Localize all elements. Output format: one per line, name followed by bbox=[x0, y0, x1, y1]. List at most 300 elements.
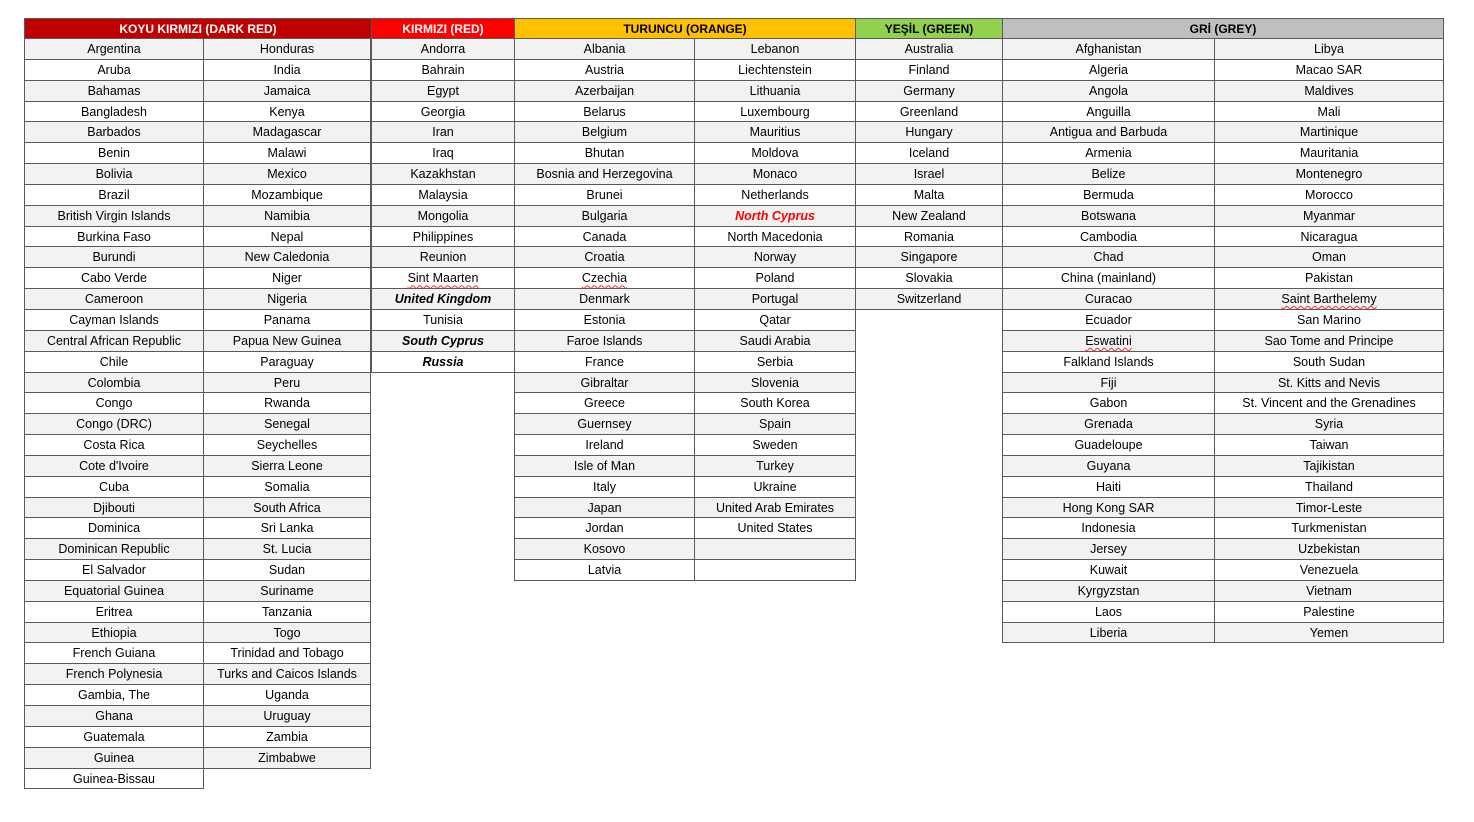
country-name: Tunisia bbox=[423, 312, 463, 327]
country-name: Iceland bbox=[908, 146, 950, 161]
table-cell[interactable] bbox=[694, 60, 856, 81]
table-cell[interactable] bbox=[1002, 164, 1215, 185]
table-cell[interactable] bbox=[24, 373, 204, 394]
table-cell[interactable] bbox=[514, 289, 695, 310]
table-cell[interactable] bbox=[203, 268, 371, 289]
table-cell[interactable] bbox=[514, 518, 695, 539]
table-cell[interactable] bbox=[24, 602, 204, 623]
table-cell[interactable] bbox=[371, 227, 515, 248]
country-name: Gibraltar bbox=[580, 375, 629, 390]
table-cell[interactable] bbox=[694, 164, 856, 185]
table-cell[interactable] bbox=[694, 331, 856, 352]
table-cell[interactable] bbox=[371, 331, 515, 352]
columns-dark-red bbox=[24, 39, 372, 789]
table-cell[interactable] bbox=[694, 102, 856, 123]
table-cell[interactable] bbox=[1002, 122, 1215, 143]
table-cell[interactable] bbox=[24, 81, 204, 102]
table-cell[interactable] bbox=[203, 373, 371, 394]
table-cell[interactable] bbox=[694, 477, 856, 498]
table-cell[interactable] bbox=[1214, 227, 1444, 248]
country-name: New Zealand bbox=[892, 208, 966, 223]
table-cell[interactable] bbox=[855, 122, 1003, 143]
table-cell[interactable] bbox=[855, 268, 1003, 289]
table-cell[interactable] bbox=[514, 227, 695, 248]
country-name: Croatia bbox=[584, 250, 625, 265]
table-cell[interactable] bbox=[203, 60, 371, 81]
country-name: Switzerland bbox=[896, 292, 962, 307]
table-cell[interactable] bbox=[855, 164, 1003, 185]
table-cell[interactable] bbox=[24, 227, 204, 248]
table-cell[interactable] bbox=[694, 247, 856, 268]
table-cell[interactable] bbox=[514, 414, 695, 435]
country-name: Japan bbox=[587, 500, 622, 515]
country-name: Mauritania bbox=[1299, 146, 1359, 161]
table-cell[interactable] bbox=[694, 143, 856, 164]
country-name: Denmark bbox=[579, 292, 630, 307]
country-name: Congo (DRC) bbox=[76, 417, 152, 432]
table-cell[interactable] bbox=[1214, 477, 1444, 498]
table-cell[interactable] bbox=[1214, 39, 1444, 60]
country-name: Liberia bbox=[1089, 625, 1128, 640]
country-name: Oman bbox=[1311, 250, 1347, 265]
table-cell[interactable] bbox=[371, 289, 515, 310]
country-name: Georgia bbox=[420, 104, 466, 119]
table-cell[interactable] bbox=[1214, 102, 1444, 123]
country-name: Tajikistan bbox=[1303, 458, 1355, 473]
table-cell[interactable] bbox=[514, 373, 695, 394]
table-cell[interactable] bbox=[1002, 498, 1215, 519]
table-cell[interactable] bbox=[1002, 185, 1215, 206]
country-name: Uruguay bbox=[263, 709, 311, 723]
table-cell[interactable] bbox=[694, 289, 856, 310]
country-name: French Guiana bbox=[72, 646, 156, 661]
table-cell[interactable] bbox=[24, 289, 204, 310]
table-cell[interactable] bbox=[1002, 352, 1215, 373]
table-cell[interactable] bbox=[694, 81, 856, 102]
table-cell[interactable] bbox=[514, 206, 695, 227]
country-name: Saudi Arabia bbox=[739, 333, 811, 348]
table-cell[interactable] bbox=[1002, 247, 1215, 268]
table-cell[interactable] bbox=[1002, 206, 1215, 227]
table-cell[interactable] bbox=[371, 268, 515, 289]
table-cell[interactable] bbox=[1002, 623, 1215, 644]
country-name: Dominican Republic bbox=[58, 542, 170, 557]
table-cell[interactable] bbox=[371, 143, 515, 164]
table-cell[interactable] bbox=[514, 477, 695, 498]
table-cell[interactable] bbox=[24, 143, 204, 164]
country-name: Yemen bbox=[1309, 625, 1349, 640]
table-cell[interactable] bbox=[203, 414, 371, 435]
table-cell[interactable] bbox=[694, 498, 856, 519]
country-name: Gambia, The bbox=[77, 688, 151, 703]
table-cell[interactable] bbox=[24, 331, 204, 352]
country-name: Qatar bbox=[759, 312, 791, 327]
table-cell[interactable] bbox=[24, 539, 204, 560]
country-name: Poland bbox=[755, 271, 795, 286]
table-cell[interactable] bbox=[203, 310, 371, 331]
table-cell[interactable] bbox=[855, 206, 1003, 227]
country-name: Reunion bbox=[419, 250, 467, 265]
table-cell[interactable] bbox=[371, 164, 515, 185]
country-name: Thailand bbox=[1305, 479, 1353, 494]
country-name: British Virgin Islands bbox=[57, 208, 171, 223]
table-cell[interactable] bbox=[203, 435, 371, 456]
country-name: Rwanda bbox=[264, 396, 310, 411]
table-cell[interactable] bbox=[24, 414, 204, 435]
table-cell[interactable] bbox=[203, 477, 371, 498]
table-cell[interactable] bbox=[24, 102, 204, 123]
table-cell[interactable] bbox=[203, 664, 371, 685]
table-cell[interactable] bbox=[855, 247, 1003, 268]
table-cell[interactable] bbox=[514, 81, 695, 102]
table-cell[interactable] bbox=[371, 247, 515, 268]
table-cell[interactable] bbox=[1002, 331, 1215, 352]
country-name: Armenia bbox=[1085, 146, 1132, 161]
table-cell[interactable] bbox=[1002, 310, 1215, 331]
table-cell[interactable] bbox=[694, 39, 856, 60]
country-name: Bermuda bbox=[1083, 187, 1134, 202]
country-name: Grenada bbox=[1084, 417, 1133, 432]
table-cell[interactable] bbox=[24, 122, 204, 143]
table-cell[interactable] bbox=[203, 456, 371, 477]
table-cell[interactable] bbox=[1214, 414, 1444, 435]
country-name: Malta bbox=[913, 187, 945, 202]
table-cell[interactable] bbox=[1002, 518, 1215, 539]
country-name: Madagascar bbox=[252, 125, 322, 140]
table-cell[interactable] bbox=[24, 185, 204, 206]
table-cell[interactable] bbox=[203, 727, 371, 748]
table-cell[interactable] bbox=[203, 185, 371, 206]
table-cell[interactable] bbox=[203, 289, 371, 310]
table-cell[interactable] bbox=[1214, 373, 1444, 394]
table-cell[interactable] bbox=[1214, 623, 1444, 644]
country-name: Papua New Guinea bbox=[232, 333, 342, 348]
table-cell[interactable] bbox=[203, 164, 371, 185]
column-orange-2 bbox=[694, 39, 856, 581]
country-name: Nepal bbox=[270, 229, 304, 244]
country-name: Kyrgyzstan bbox=[1077, 583, 1140, 598]
header-red[interactable]: KIRMIZI (RED) bbox=[371, 18, 515, 39]
table-cell[interactable] bbox=[694, 352, 856, 373]
header-dark-red[interactable]: KOYU KIRMIZI (DARK RED) bbox=[24, 18, 372, 39]
table-cell[interactable] bbox=[1214, 518, 1444, 539]
table-cell[interactable] bbox=[514, 456, 695, 477]
table-cell[interactable] bbox=[1002, 477, 1215, 498]
table-cell[interactable] bbox=[24, 727, 204, 748]
table-cell[interactable] bbox=[371, 39, 515, 60]
country-name: South Korea bbox=[740, 396, 810, 411]
table-cell[interactable] bbox=[24, 39, 204, 60]
column-green-1 bbox=[855, 39, 1003, 310]
table-cell[interactable] bbox=[1002, 102, 1215, 123]
table-cell[interactable] bbox=[24, 643, 204, 664]
table-cell[interactable] bbox=[203, 539, 371, 560]
table-cell[interactable] bbox=[24, 247, 204, 268]
table-cell[interactable] bbox=[514, 122, 695, 143]
table-cell[interactable] bbox=[514, 39, 695, 60]
country-name: Suriname bbox=[260, 583, 314, 598]
country-name: Timor-Leste bbox=[1295, 500, 1363, 515]
country-name: Uganda bbox=[265, 688, 309, 703]
table-cell[interactable] bbox=[203, 623, 371, 644]
table-cell[interactable] bbox=[694, 414, 856, 435]
country-name: Haiti bbox=[1095, 479, 1121, 494]
table-cell[interactable] bbox=[1002, 456, 1215, 477]
table-cell[interactable] bbox=[371, 310, 515, 331]
table-cell[interactable] bbox=[203, 352, 371, 373]
table-cell[interactable] bbox=[694, 456, 856, 477]
table-cell[interactable] bbox=[371, 102, 515, 123]
table-cell[interactable] bbox=[855, 39, 1003, 60]
country-name: Brazil bbox=[98, 187, 130, 202]
table-cell[interactable] bbox=[694, 539, 856, 560]
table-cell[interactable] bbox=[1002, 81, 1215, 102]
country-name: Honduras bbox=[259, 42, 315, 56]
table-cell[interactable] bbox=[514, 435, 695, 456]
country-name: Peru bbox=[273, 375, 301, 390]
table-cell[interactable] bbox=[1214, 289, 1444, 310]
table-cell[interactable] bbox=[24, 60, 204, 81]
table-cell[interactable] bbox=[24, 352, 204, 373]
header-grey[interactable]: GRİ (GREY) bbox=[1002, 18, 1444, 39]
table-cell[interactable] bbox=[24, 706, 204, 727]
table-cell[interactable] bbox=[694, 227, 856, 248]
table-cell[interactable] bbox=[1002, 143, 1215, 164]
country-name: Belarus bbox=[583, 104, 626, 119]
country-name: Congo bbox=[95, 396, 133, 411]
table-cell[interactable] bbox=[514, 247, 695, 268]
table-cell[interactable] bbox=[203, 748, 371, 769]
country-name: Antigua and Barbuda bbox=[1049, 125, 1168, 140]
table-cell[interactable] bbox=[371, 60, 515, 81]
table-cell[interactable] bbox=[1214, 164, 1444, 185]
table-cell[interactable] bbox=[371, 352, 515, 373]
table-cell[interactable] bbox=[1002, 602, 1215, 623]
table-cell[interactable] bbox=[1214, 206, 1444, 227]
country-name: Estonia bbox=[583, 312, 626, 327]
table-cell[interactable] bbox=[514, 143, 695, 164]
table-cell[interactable] bbox=[694, 373, 856, 394]
table-cell[interactable] bbox=[24, 164, 204, 185]
table-cell[interactable] bbox=[694, 310, 856, 331]
country-name: Kenya bbox=[269, 104, 305, 119]
country-name: South Cyprus bbox=[402, 333, 484, 348]
country-name: Lithuania bbox=[749, 83, 801, 98]
table-cell[interactable] bbox=[1002, 289, 1215, 310]
table-cell[interactable] bbox=[514, 352, 695, 373]
table-cell[interactable] bbox=[1002, 39, 1215, 60]
table-cell[interactable] bbox=[1214, 310, 1444, 331]
country-name: St. Kitts and Nevis bbox=[1277, 375, 1381, 390]
table-cell[interactable] bbox=[24, 560, 204, 581]
table-cell[interactable] bbox=[24, 498, 204, 519]
table-cell[interactable] bbox=[1214, 539, 1444, 560]
header-orange[interactable]: TURUNCU (ORANGE) bbox=[514, 18, 856, 39]
table-cell[interactable] bbox=[1214, 393, 1444, 414]
table-cell[interactable] bbox=[1002, 560, 1215, 581]
country-name: Greece bbox=[584, 396, 625, 411]
table-cell[interactable] bbox=[203, 560, 371, 581]
country-name: United Kingdom bbox=[394, 292, 492, 307]
table-cell[interactable] bbox=[855, 102, 1003, 123]
table-cell[interactable] bbox=[24, 623, 204, 644]
table-cell[interactable] bbox=[855, 289, 1003, 310]
country-name: Monaco bbox=[752, 167, 798, 182]
table-cell[interactable] bbox=[24, 393, 204, 414]
country-name: Cameroon bbox=[84, 292, 144, 307]
table-cell[interactable] bbox=[203, 39, 371, 60]
table-cell[interactable] bbox=[1002, 373, 1215, 394]
table-cell[interactable] bbox=[203, 143, 371, 164]
columns-red bbox=[371, 39, 515, 373]
table-cell[interactable] bbox=[203, 643, 371, 664]
country-name: Slovenia bbox=[751, 375, 799, 390]
table-cell[interactable] bbox=[514, 539, 695, 560]
group-grey bbox=[1002, 18, 1444, 643]
country-name: Kosovo bbox=[583, 542, 626, 557]
table-cell[interactable] bbox=[24, 769, 204, 790]
country-name: Faroe Islands bbox=[566, 333, 643, 348]
table-cell[interactable] bbox=[24, 477, 204, 498]
table-cell[interactable] bbox=[514, 331, 695, 352]
table-cell[interactable] bbox=[514, 498, 695, 519]
table-cell[interactable] bbox=[203, 331, 371, 352]
table-cell[interactable] bbox=[203, 102, 371, 123]
table-cell[interactable] bbox=[514, 560, 695, 581]
table-cell[interactable] bbox=[24, 206, 204, 227]
table-cell[interactable] bbox=[1214, 435, 1444, 456]
table-cell[interactable] bbox=[24, 456, 204, 477]
table-cell[interactable] bbox=[1214, 268, 1444, 289]
table-cell[interactable] bbox=[514, 102, 695, 123]
table-cell[interactable] bbox=[203, 227, 371, 248]
table-cell[interactable] bbox=[1214, 122, 1444, 143]
table-cell[interactable] bbox=[24, 581, 204, 602]
table-cell[interactable] bbox=[1002, 435, 1215, 456]
table-cell[interactable] bbox=[694, 518, 856, 539]
table-cell[interactable] bbox=[694, 560, 856, 581]
table-cell[interactable] bbox=[203, 206, 371, 227]
table-cell[interactable] bbox=[203, 498, 371, 519]
table-cell[interactable] bbox=[514, 310, 695, 331]
table-cell[interactable] bbox=[371, 185, 515, 206]
header-green[interactable]: YEŞİL (GREEN) bbox=[855, 18, 1003, 39]
table-cell[interactable] bbox=[694, 185, 856, 206]
table-cell[interactable] bbox=[203, 122, 371, 143]
country-name: Laos bbox=[1094, 604, 1123, 619]
table-cell[interactable] bbox=[1214, 185, 1444, 206]
table-cell[interactable] bbox=[24, 685, 204, 706]
table-cell[interactable] bbox=[1214, 352, 1444, 373]
country-name: North Cyprus bbox=[735, 208, 815, 223]
table-cell[interactable] bbox=[203, 81, 371, 102]
table-cell[interactable] bbox=[203, 393, 371, 414]
table-cell[interactable] bbox=[371, 122, 515, 143]
country-name: Lebanon bbox=[750, 42, 800, 56]
table-cell[interactable] bbox=[514, 164, 695, 185]
table-cell[interactable] bbox=[24, 310, 204, 331]
table-cell[interactable] bbox=[694, 393, 856, 414]
table-cell[interactable] bbox=[694, 206, 856, 227]
table-cell[interactable] bbox=[855, 60, 1003, 81]
country-name: Turkey bbox=[756, 458, 794, 473]
table-cell[interactable] bbox=[694, 435, 856, 456]
country-name: Fiji bbox=[1100, 375, 1117, 390]
table-cell[interactable] bbox=[203, 706, 371, 727]
table-cell[interactable] bbox=[1214, 81, 1444, 102]
table-cell[interactable] bbox=[855, 143, 1003, 164]
table-cell[interactable] bbox=[203, 685, 371, 706]
country-name: Ireland bbox=[585, 438, 624, 453]
country-name: Andorra bbox=[420, 42, 466, 56]
table-cell[interactable] bbox=[24, 518, 204, 539]
table-cell[interactable] bbox=[24, 435, 204, 456]
column-dark-red-2 bbox=[203, 39, 371, 789]
country-name: United Arab Emirates bbox=[715, 500, 835, 515]
table-cell[interactable] bbox=[1002, 393, 1215, 414]
table-cell[interactable] bbox=[24, 664, 204, 685]
table-cell[interactable] bbox=[371, 81, 515, 102]
table-cell[interactable] bbox=[203, 247, 371, 268]
table-cell[interactable] bbox=[24, 268, 204, 289]
country-name: Sweden bbox=[752, 438, 798, 453]
country-name: Vietnam bbox=[1306, 583, 1352, 598]
country-name: New Caledonia bbox=[244, 250, 330, 265]
table-cell[interactable] bbox=[203, 602, 371, 623]
table-cell[interactable] bbox=[855, 227, 1003, 248]
country-name: Falkland Islands bbox=[1063, 354, 1154, 369]
table-cell[interactable] bbox=[1002, 227, 1215, 248]
table-cell[interactable] bbox=[1214, 498, 1444, 519]
table-cell[interactable] bbox=[24, 748, 204, 769]
country-name: Isle of Man bbox=[573, 458, 636, 473]
table-cell[interactable] bbox=[514, 185, 695, 206]
country-name: Eritrea bbox=[95, 604, 133, 619]
country-name: Egypt bbox=[427, 83, 459, 98]
table-cell[interactable] bbox=[514, 60, 695, 81]
table-cell[interactable] bbox=[1214, 456, 1444, 477]
table-cell[interactable] bbox=[1214, 60, 1444, 81]
table-cell[interactable] bbox=[1214, 143, 1444, 164]
table-cell[interactable] bbox=[1002, 60, 1215, 81]
table-cell[interactable] bbox=[1002, 414, 1215, 435]
country-name: Senegal bbox=[264, 417, 310, 432]
table-cell[interactable] bbox=[855, 81, 1003, 102]
table-cell[interactable] bbox=[1002, 539, 1215, 560]
table-cell[interactable] bbox=[371, 206, 515, 227]
table-cell[interactable] bbox=[1214, 247, 1444, 268]
table-cell[interactable] bbox=[203, 518, 371, 539]
table-cell[interactable] bbox=[1214, 560, 1444, 581]
table-cell[interactable] bbox=[514, 393, 695, 414]
country-name: Belgium bbox=[581, 125, 628, 140]
table-cell[interactable] bbox=[1214, 331, 1444, 352]
table-cell[interactable] bbox=[1214, 602, 1444, 623]
table-cell[interactable] bbox=[855, 185, 1003, 206]
country-name: Gabon bbox=[1089, 396, 1128, 411]
table-cell[interactable] bbox=[694, 122, 856, 143]
table-cell[interactable] bbox=[1002, 268, 1215, 289]
country-name: Israel bbox=[913, 167, 945, 182]
country-name: Mongolia bbox=[417, 208, 469, 223]
table-cell[interactable] bbox=[694, 268, 856, 289]
table-cell[interactable] bbox=[1002, 581, 1215, 602]
country-name: Hungary bbox=[905, 125, 953, 140]
country-name: Luxembourg bbox=[740, 104, 810, 119]
table-cell[interactable] bbox=[514, 268, 695, 289]
table-cell[interactable] bbox=[1214, 581, 1444, 602]
table-cell[interactable] bbox=[203, 581, 371, 602]
